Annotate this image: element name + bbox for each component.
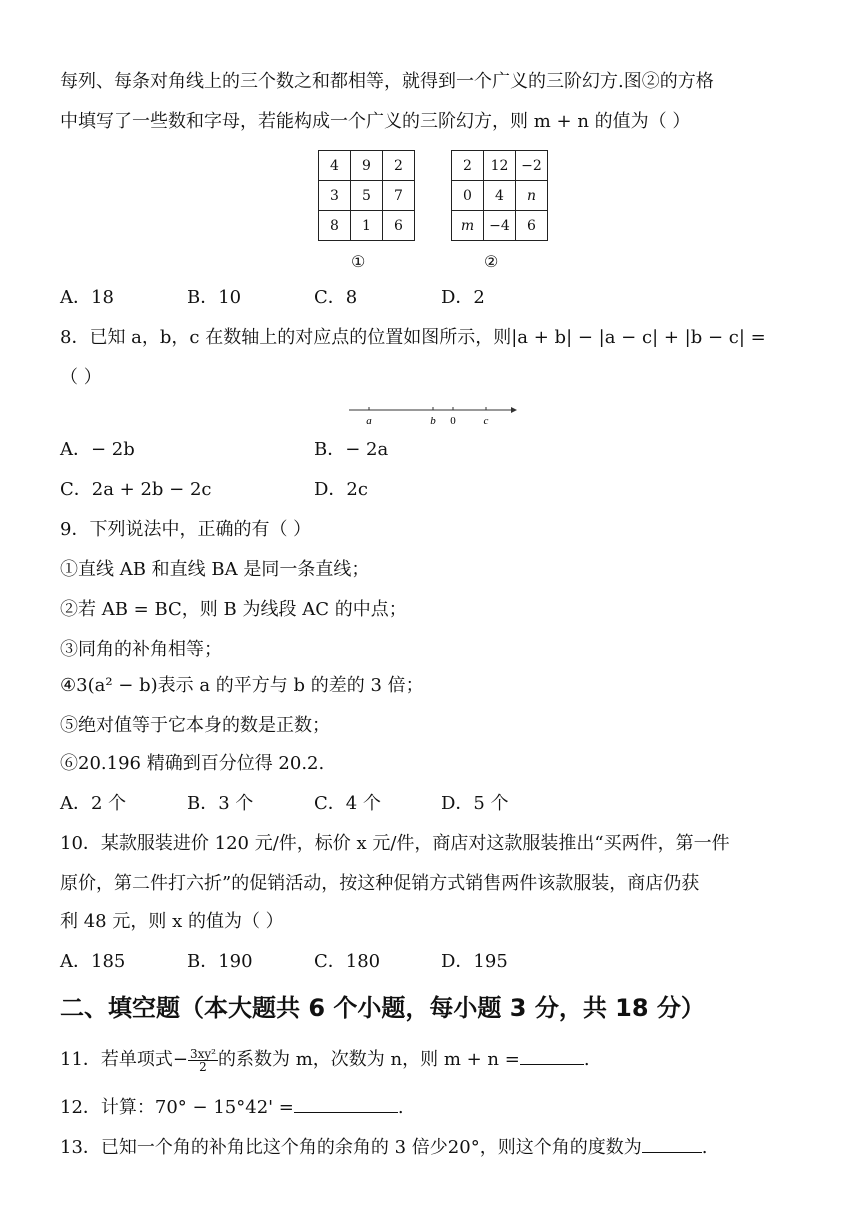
grid2-cell: 12 — [484, 151, 516, 181]
q11-fraction-numerator: 3xy² — [190, 1046, 216, 1061]
q10-option-c[interactable]: C．180 — [314, 951, 381, 972]
q12-end: . — [397, 1097, 404, 1118]
number-line-figure — [345, 398, 525, 430]
q12-answer-blank[interactable] — [294, 1094, 398, 1113]
figure-caption-1: ① — [351, 252, 366, 271]
magic-square-1 — [318, 150, 415, 241]
grid1-cell: 6 — [383, 211, 415, 241]
q8-option-c[interactable]: C．2a + 2b − 2c — [60, 479, 212, 500]
q10-option-b[interactable]: B．190 — [187, 951, 253, 972]
q7-option-b[interactable]: B．10 — [187, 287, 242, 308]
magic-square-2 — [451, 150, 548, 241]
q7-text-line1: 每列、每条对角线上的三个数之和都相等，就得到一个广义的三阶幻方.图②的方格 — [60, 71, 714, 92]
q9-statement-4: ④3(a² − b)表示 a 的平方与 b 的差的 3 倍； — [60, 675, 424, 696]
grid1-cell: 7 — [383, 181, 415, 211]
q9-option-b[interactable]: B．3 个 — [187, 793, 254, 814]
grid1-cell: 3 — [319, 181, 351, 211]
q13-line — [60, 1134, 707, 1160]
figure-caption-2: ② — [484, 252, 499, 271]
q9-statement-1: ①直线 AB 和直线 BA 是同一条直线； — [60, 559, 370, 580]
q7-option-c[interactable]: C．8 — [314, 287, 358, 308]
q11-suffix: 的系数为 m，次数为 n，则 m + n = — [218, 1049, 520, 1070]
q13-prefix: 13．已知一个角的补角比这个角的余角的 3 倍少20°，则这个角的度数为 — [60, 1137, 642, 1158]
q11-line — [60, 1046, 590, 1073]
grid1-cell: 1 — [351, 211, 383, 241]
q9-statement-6: ⑥20.196 精确到百分位得 20.2. — [60, 753, 325, 774]
q10-text-line1: 10．某款服装进价 120 元/件，标价 x 元/件，商店对这款服装推出“买两件，第一件 — [60, 833, 730, 854]
axis-label-zero: 0 — [450, 415, 456, 427]
q10-option-d[interactable]: D．195 — [441, 951, 508, 972]
grid2-cell: n — [516, 181, 548, 211]
q7-option-a[interactable]: A．18 — [60, 287, 114, 308]
q11-answer-blank[interactable] — [520, 1046, 584, 1065]
q9-statement-3: ③同角的补角相等； — [60, 639, 222, 660]
grid2-cell: 6 — [516, 211, 548, 241]
q7-option-d[interactable]: D．2 — [441, 287, 485, 308]
section-heading-fill-in: 二、填空题（本大题共 6 个小题，每小题 3 分，共 18 分） — [60, 994, 705, 1022]
q9-statement-2: ②若 AB = BC，则 B 为线段 AC 的中点； — [60, 599, 407, 620]
q9-option-a[interactable]: A．2 个 — [60, 793, 127, 814]
q11-prefix: 11．若单项式− — [60, 1049, 188, 1070]
grid2-cell: m — [452, 211, 484, 241]
grid2-cell: 2 — [452, 151, 484, 181]
q7-text-line2: 中填写了一些数和字母，若能构成一个广义的三阶幻方，则 m + n 的值为（ ） — [60, 111, 691, 132]
q10-text-line3: 利 48 元，则 x 的值为（ ） — [60, 911, 284, 932]
q8-option-d[interactable]: D．2c — [314, 479, 368, 500]
q11-fraction-denominator: 2 — [199, 1059, 207, 1074]
grid1-cell: 2 — [383, 151, 415, 181]
q8-text-line2: （ ） — [60, 367, 102, 388]
number-line-arrow — [511, 407, 517, 413]
q12-line — [60, 1094, 404, 1120]
q13-end: . — [701, 1137, 708, 1158]
grid2-cell: 0 — [452, 181, 484, 211]
q11-fraction — [188, 1048, 218, 1073]
grid2-cell: 4 — [484, 181, 516, 211]
q9-option-d[interactable]: D．5 个 — [441, 793, 509, 814]
q11-end: . — [583, 1049, 590, 1070]
grid1-cell: 8 — [319, 211, 351, 241]
q8-option-a[interactable]: A．− 2b — [60, 439, 135, 460]
q10-text-line2: 原价，第二件打六折”的促销活动，按这种促销方式销售两件该款服装，商店仍获 — [60, 873, 700, 894]
grid2-cell: −4 — [484, 211, 516, 241]
grid2-cell: −2 — [516, 151, 548, 181]
grid1-cell: 4 — [319, 151, 351, 181]
axis-label-b: b — [430, 415, 436, 427]
grid1-cell: 9 — [351, 151, 383, 181]
q9-stem: 9．下列说法中，正确的有（ ） — [60, 519, 312, 540]
grid1-cell: 5 — [351, 181, 383, 211]
axis-label-a: a — [366, 415, 372, 427]
q9-option-c[interactable]: C．4 个 — [314, 793, 381, 814]
q8-option-b[interactable]: B．− 2a — [314, 439, 389, 460]
q13-answer-blank[interactable] — [642, 1134, 702, 1153]
axis-label-c: c — [483, 415, 489, 427]
q10-option-a[interactable]: A．185 — [60, 951, 126, 972]
q8-text-line1: 8．已知 a，b，c 在数轴上的对应点的位置如图所示，则|a + b| − |a − c| + |b − c| = — [60, 327, 766, 348]
q12-prefix: 12．计算：70° − 15°42' = — [60, 1097, 294, 1118]
q9-statement-5: ⑤绝对值等于它本身的数是正数； — [60, 715, 330, 736]
